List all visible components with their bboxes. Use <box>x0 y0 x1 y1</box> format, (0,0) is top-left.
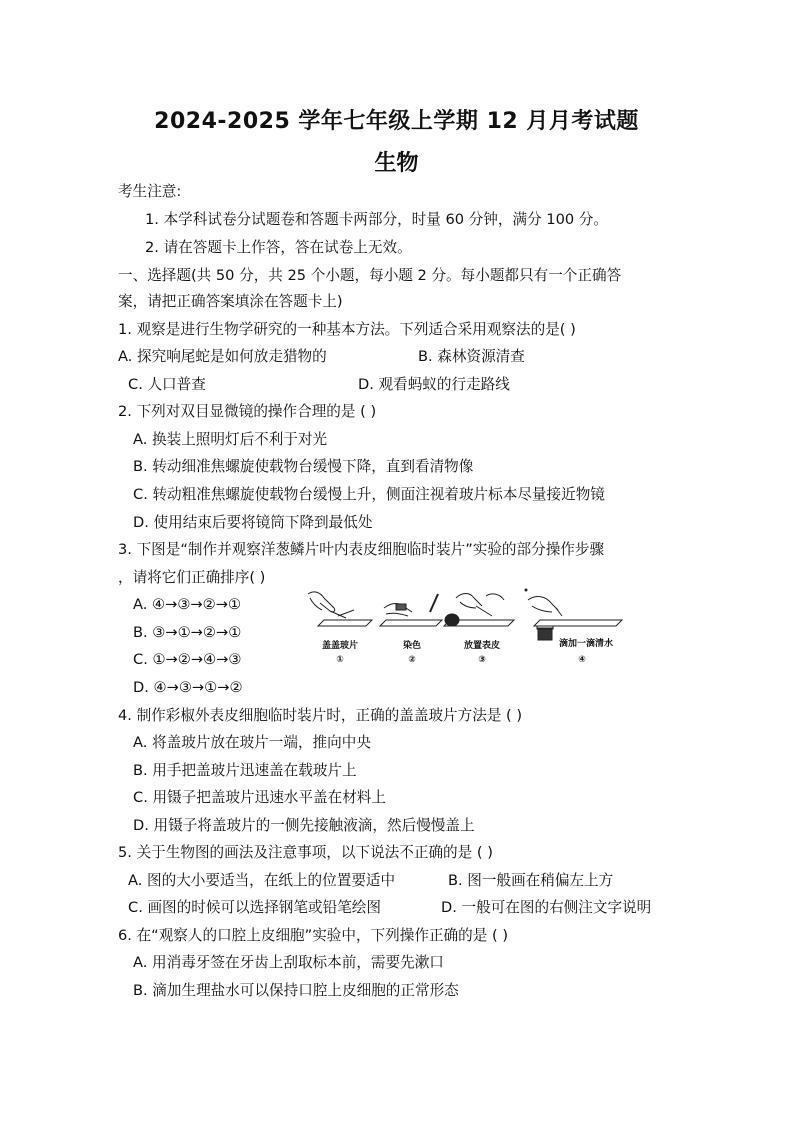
notice-heading: 考生注意: <box>118 183 182 200</box>
notice-item-1: 1. 本学科试卷分试题卷和答题卡两部分，时量 60 分钟，满分 100 分。 <box>145 211 608 228</box>
q1-option-d: D. 观看蚂蚁的行走路线 <box>358 376 510 393</box>
step1-caption: 盖盖玻片 <box>321 641 359 651</box>
q2-stem: 2. 下列对双目显微镜的操作合理的是 ( ) <box>118 403 377 420</box>
q2-option-d: D. 使用结束后要将镜筒下降到最低处 <box>133 514 373 531</box>
step1-number: ① <box>336 655 344 665</box>
q6-option-a: A. 用消毒牙签在牙齿上刮取标本前，需要先漱口 <box>133 954 444 971</box>
q1-option-a: A. 探究响尾蛇是如何放走猎物的 <box>118 348 327 365</box>
step4-add-water-illustration <box>525 589 622 640</box>
exam-title: 2024-2025 学年七年级上学期 12 月月考试题 <box>154 109 639 134</box>
q6-option-b: B. 滴加生理盐水可以保持口腔上皮细胞的正常形态 <box>133 982 459 999</box>
q5-option-b: B. 图一般画在稍偏左上方 <box>448 872 614 889</box>
q4-stem: 4. 制作彩椒外表皮细胞临时装片时，正确的盖盖玻片方法是 ( ) <box>118 707 523 724</box>
step3-caption: 放置表皮 <box>463 641 501 651</box>
q3-option-b: B. ③→①→②→① <box>133 624 242 641</box>
q4-option-c: C. 用镊子把盖玻片迅速水平盖在材料上 <box>133 789 386 806</box>
q3-stem-line1: 3. 下图是“制作并观察洋葱鳞片叶内表皮细胞临时装片”实验的部分操作步骤 <box>118 541 605 558</box>
step1-coverslip-illustration <box>308 592 372 626</box>
q4-option-a: A. 将盖玻片放在玻片一端，推向中央 <box>133 734 371 751</box>
q2-option-a: A. 换装上照明灯后不利于对光 <box>133 431 328 448</box>
step2-number: ② <box>408 655 416 665</box>
step3-number: ③ <box>478 655 486 665</box>
step3-placing-epidermis-illustration <box>444 594 514 627</box>
step4-number: ④ <box>578 655 586 665</box>
q5-option-c: C. 画图的时候可以选择钢笔或铅笔绘图 <box>128 899 381 916</box>
q4-option-d: D. 用镊子将盖玻片的一侧先接触液滴，然后慢慢盖上 <box>133 817 475 834</box>
step2-caption: 染色 <box>402 641 422 651</box>
subject-title: 生物 <box>374 151 419 176</box>
q1-option-c: C. 人口普查 <box>128 376 206 393</box>
q3-procedure-figure <box>300 586 630 670</box>
q5-stem: 5. 关于生物图的画法及注意事项，以下说法不正确的是 ( ) <box>118 844 493 861</box>
q1-stem: 1. 观察是进行生物学研究的一种基本方法。下列适合采用观察法的是( ) <box>118 321 576 338</box>
q3-option-a: A. ④→③→②→① <box>133 596 242 613</box>
q5-option-d: D. 一般可在图的右侧注文字说明 <box>441 899 652 916</box>
notice-item-2: 2. 请在答题卡上作答，答在试卷上无效。 <box>145 239 412 256</box>
step4-caption: 滴加一滴清水 <box>558 639 614 649</box>
q3-stem-line2: ，请将它们正确排序( ) <box>118 569 266 586</box>
section-heading-line1: 一、选择题(共 50 分，共 25 个小题，每小题 2 分。每小题都只有一个正确答 <box>118 267 622 284</box>
q4-option-b: B. 用手把盖玻片迅速盖在载玻片上 <box>133 762 357 779</box>
q3-option-c: C. ①→②→④→③ <box>133 651 242 668</box>
section-heading-line2: 案，请把正确答案填涂在答题卡上) <box>118 293 343 310</box>
q6-stem: 6. 在“观察人的口腔上皮细胞”实验中，下列操作正确的是 ( ) <box>118 927 509 944</box>
step2-staining-illustration <box>380 594 442 626</box>
q2-option-c: C. 转动粗准焦螺旋使载物台缓慢上升，侧面注视着玻片标本尽量接近物镜 <box>133 486 605 503</box>
q1-option-b: B. 森林资源清查 <box>418 348 525 365</box>
q2-option-b: B. 转动细准焦螺旋使载物台缓慢下降，直到看清物像 <box>133 458 474 475</box>
q5-option-a: A. 图的大小要适当，在纸上的位置要适中 <box>128 872 396 889</box>
q3-option-d: D. ④→③→①→② <box>133 679 243 696</box>
